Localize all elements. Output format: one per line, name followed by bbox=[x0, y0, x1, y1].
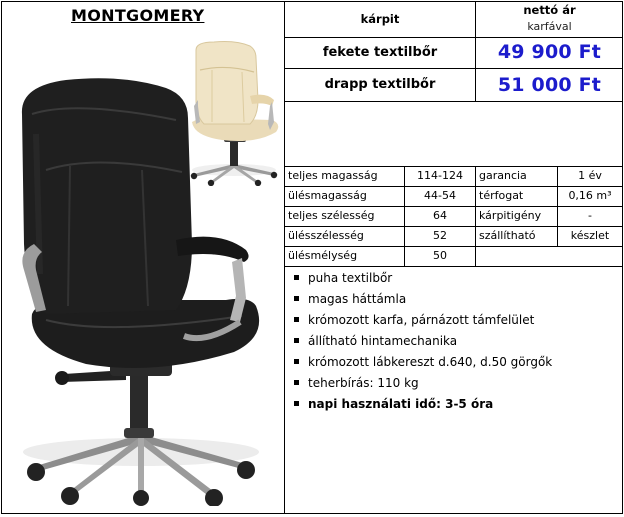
option-price: 51 000 Ft bbox=[497, 74, 602, 96]
spec-value: 50 bbox=[433, 249, 447, 262]
feature-text: puha textilbőr bbox=[308, 271, 393, 285]
spec-label: teljes szélesség bbox=[288, 209, 375, 222]
option-name: drapp textilbőr bbox=[324, 77, 436, 92]
divider bbox=[284, 37, 623, 38]
spec-label: garancia bbox=[479, 169, 527, 182]
bullet-icon bbox=[294, 359, 299, 364]
spec-value: készlet bbox=[570, 229, 610, 242]
bullet-icon bbox=[294, 380, 299, 385]
product-title: MONTGOMERY bbox=[71, 6, 205, 25]
bullet-icon bbox=[294, 338, 299, 343]
spec-label: ülésszélesség bbox=[288, 229, 364, 242]
feature-item bbox=[294, 334, 457, 348]
feature-text: napi használati idő: 3-5 óra bbox=[308, 397, 494, 411]
divider bbox=[284, 68, 623, 69]
feature-text: magas háttámla bbox=[308, 292, 407, 306]
spec-label: ülésmélység bbox=[288, 249, 358, 262]
divider bbox=[475, 166, 476, 266]
feature-text: állítható hintamechanika bbox=[308, 334, 458, 348]
net-price-subheader: karfával bbox=[527, 20, 572, 33]
feature-item bbox=[294, 355, 552, 369]
feature-item bbox=[294, 376, 419, 390]
bullet-icon bbox=[294, 275, 299, 280]
spec-value: 44-54 bbox=[424, 189, 456, 202]
spec-value: 114-124 bbox=[417, 169, 463, 182]
spec-value: 64 bbox=[433, 209, 447, 222]
spec-value: 1 év bbox=[578, 169, 602, 182]
bullet-icon bbox=[294, 401, 299, 406]
net-price-header: nettó ár bbox=[523, 3, 576, 17]
spec-label: kárpitigény bbox=[479, 209, 542, 222]
chair-photo-beige bbox=[186, 40, 282, 186]
spec-label: teljes magasság bbox=[288, 169, 378, 182]
option-price: 49 900 Ft bbox=[497, 41, 602, 63]
spec-label: ülésmagasság bbox=[288, 189, 367, 202]
spec-value: 52 bbox=[433, 229, 447, 242]
feature-item bbox=[294, 397, 493, 411]
bullet-icon bbox=[294, 317, 299, 322]
spec-label: térfogat bbox=[479, 189, 524, 202]
option-name: fekete textilbőr bbox=[322, 45, 438, 60]
divider bbox=[284, 266, 623, 267]
feature-item bbox=[294, 271, 392, 285]
feature-text: krómozott karfa, párnázott támfelület bbox=[308, 313, 535, 327]
feature-text: teherbírás: 110 kg bbox=[308, 376, 419, 390]
feature-item bbox=[294, 292, 406, 306]
upholstery-header: kárpit bbox=[360, 12, 400, 26]
spec-label: szállítható bbox=[479, 229, 536, 242]
bullet-icon bbox=[294, 296, 299, 301]
feature-item bbox=[294, 313, 534, 327]
divider bbox=[284, 101, 623, 102]
spec-value: 0,16 m³ bbox=[568, 189, 612, 202]
feature-text: krómozott lábkereszt d.640, d.50 görgők bbox=[308, 355, 553, 369]
spec-value: - bbox=[588, 209, 592, 222]
